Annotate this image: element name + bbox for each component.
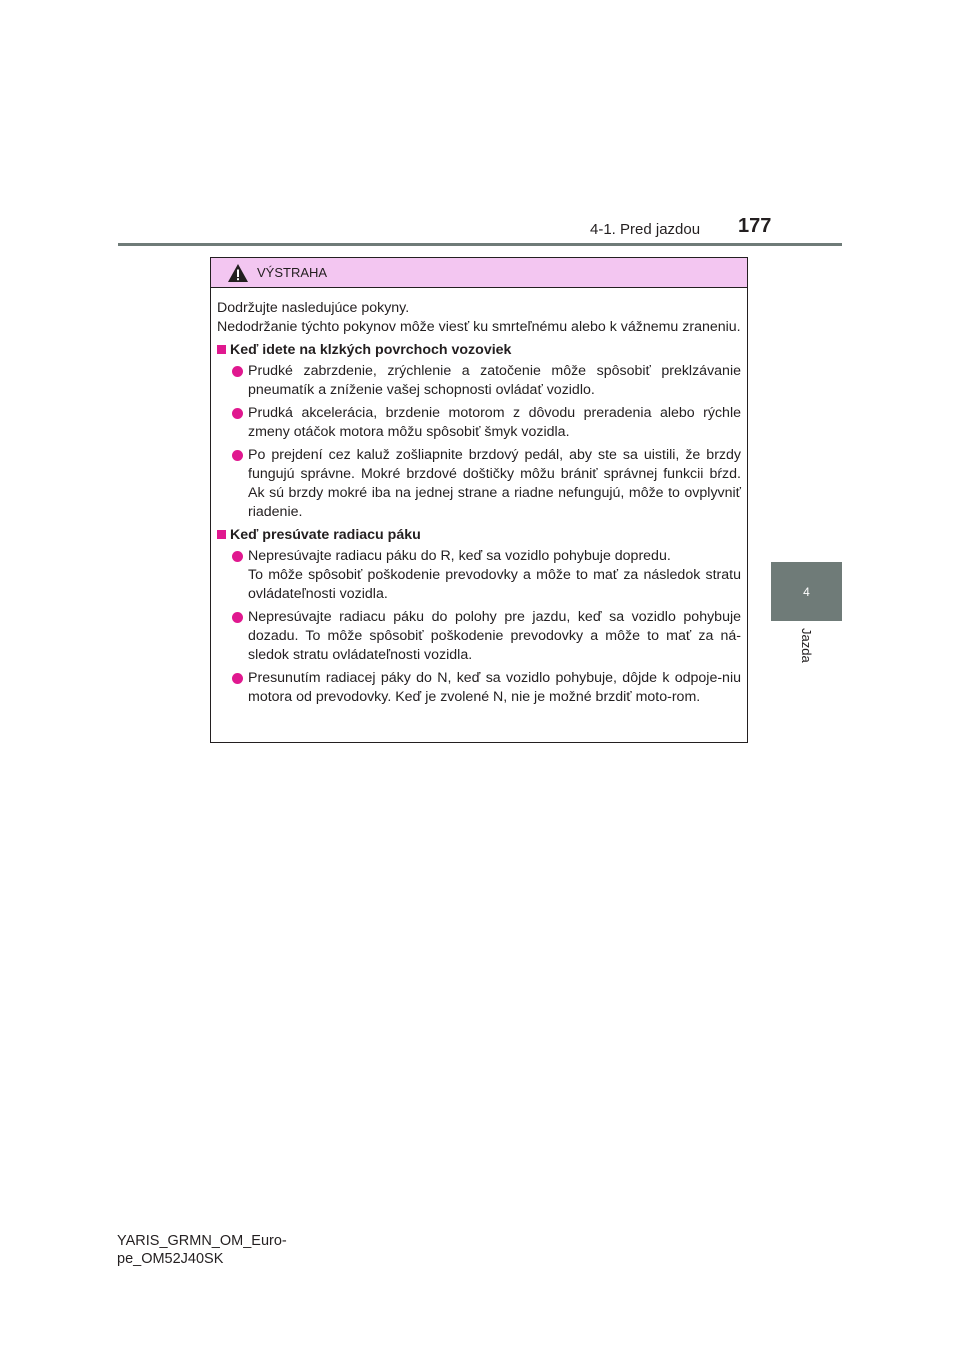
- warning-intro-line2: Nedodržanie týchto pokynov môže viesť ku smrteľnému alebo k vážnemu zraneniu.: [217, 319, 741, 335]
- chapter-tab-label: Jazda: [799, 628, 814, 663]
- bullet-dot-icon: [232, 408, 243, 419]
- warning-intro-line1: Dodržujte nasledujúce pokyny.: [217, 300, 410, 316]
- page-number: 177: [738, 215, 772, 237]
- list-item: [217, 547, 741, 604]
- header-divider: [118, 243, 842, 246]
- document-code-line1: YARIS_GRMN_OM_Euro-: [117, 1233, 287, 1249]
- list-item: [217, 362, 741, 400]
- list-item-line: To môže spôsobiť poškodenie prevodovky a môže to mať za následok stratu ovládateľnosti vozidla.: [248, 567, 741, 602]
- document-code: [117, 1232, 287, 1268]
- warning-box: [210, 257, 748, 743]
- warning-body: [211, 288, 747, 707]
- list-item-text: Po prejdení cez kaluž zošliapnite brzdový pedál, aby ste sa uistili, že brzdy fungujú správne. Mokré brzdové doštičky môžu brániť správnej funkcii bŕzd. Ak sú brzdy mokré iba na jednej strane a riadne nefungujú, môže to ovplyvniť riadenie.: [248, 447, 741, 520]
- document-code-line2: pe_OM52J40SK: [117, 1251, 224, 1267]
- list-item-text: Prudká akcelerácia, brzdenie motorom z dôvodu preradenia alebo rýchle zmeny otáčok motora môžu spôsobiť šmyk vozidla.: [248, 405, 741, 440]
- list-item-text: Prudké zabrzdenie, zrýchlenie a zatočenie môže spôsobiť preklzávanie pneumatík a zníženie vašej schopnosti ovládať vozidlo.: [248, 363, 741, 398]
- bullet-dot-icon: [232, 551, 243, 562]
- list-item: [217, 446, 741, 522]
- chapter-tab: 4: [771, 562, 842, 621]
- list-item-text: Presunutím radiacej páky do N, keď sa vozidlo pohybuje, dôjde k odpoje-niu motora od prevodovky. Keď je zvolené N, nie je možné brzdiť moto-rom.: [248, 670, 741, 705]
- section-heading-text: Keď presúvate radiacu páku: [230, 527, 421, 543]
- section-heading: [217, 341, 741, 360]
- warning-header: [211, 258, 747, 288]
- list-item-line: Nepresúvajte radiacu páku do R, keď sa vozidlo pohybuje dopredu.: [248, 548, 671, 564]
- bullet-dot-icon: [232, 366, 243, 377]
- section-heading: [217, 526, 741, 545]
- section-header: 4-1. Pred jazdou: [590, 221, 701, 238]
- list-item-text: Nepresúvajte radiacu páku do polohy pre jazdu, keď sa vozidlo pohybuje dozadu. To môže spôsobiť poškodenie prevodovky a môže to mať za ná-sledok stratu ovládateľnosti vozidla.: [248, 609, 741, 663]
- warning-intro: [217, 299, 741, 337]
- bullet-dot-icon: [232, 673, 243, 684]
- bullet-dot-icon: [232, 612, 243, 623]
- bullet-dot-icon: [232, 450, 243, 461]
- warning-title: VÝSTRAHA: [257, 265, 328, 280]
- list-item-text: [248, 547, 741, 604]
- section-square-icon: [217, 345, 226, 354]
- list-item: [217, 404, 741, 442]
- list-item: [217, 669, 741, 707]
- section-square-icon: [217, 530, 226, 539]
- section-heading-text: Keď idete na klzkých povrchoch vozoviek: [230, 342, 512, 358]
- list-item: [217, 608, 741, 665]
- warning-triangle-icon: [227, 263, 249, 283]
